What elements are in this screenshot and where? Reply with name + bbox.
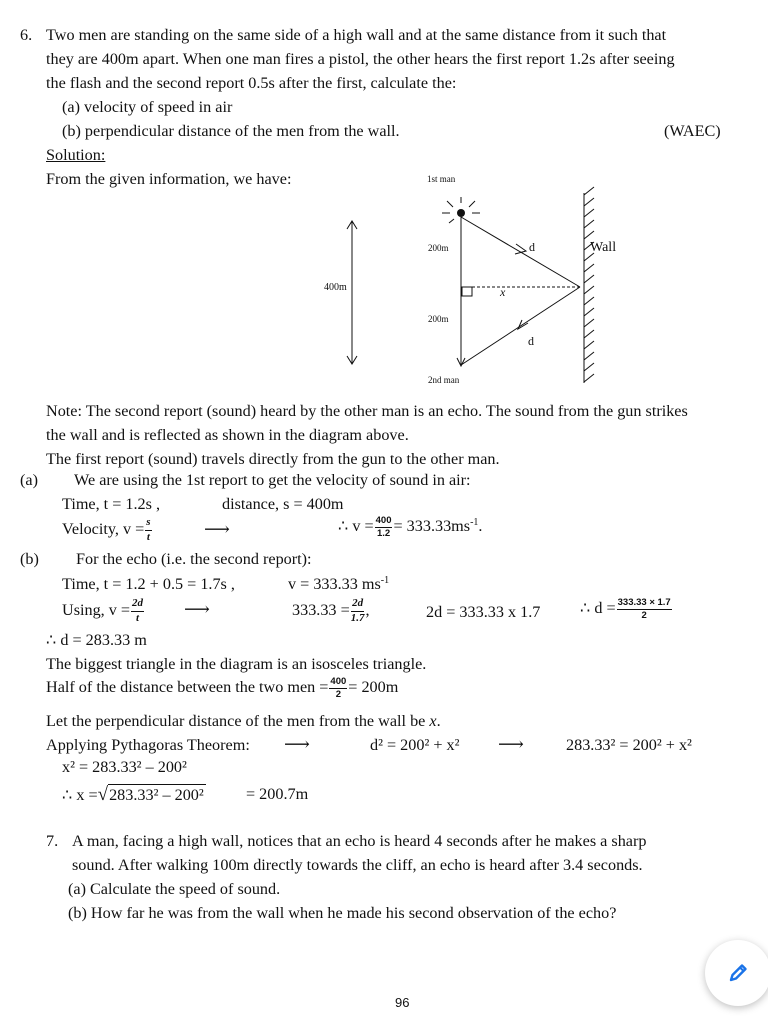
equation-prefix: 333.33 = xyxy=(292,600,350,619)
note-line-1: Note: The second report (sound) heard by the other man is an echo. The sound from the gun strikes xyxy=(46,402,688,420)
part-b-time: Time, t = 1.2 + 0.5 = 1.7s , xyxy=(62,575,235,593)
part-b-two-d: 2d = 333.33 x 1.7 xyxy=(426,603,541,621)
q6-part-b: (b) perpendicular distance of the men from the wall. xyxy=(62,122,400,140)
solution-heading: Solution: xyxy=(46,146,106,164)
part-b-isosceles: The biggest triangle in the diagram is an isosceles triangle. xyxy=(46,655,427,673)
part-a-distance: distance, s = 400m xyxy=(222,495,344,513)
let-x-text: Let the perpendicular distance of the men from the wall be xyxy=(46,712,426,730)
part-b-x-result xyxy=(62,784,206,804)
radicand: 283.33² – 200² xyxy=(109,786,204,804)
wall-hatching xyxy=(584,187,594,382)
part-b-x-value: = 200.7m xyxy=(246,785,309,803)
part-b-using-formula xyxy=(62,598,145,624)
note-line-2: the wall and is reflected as shown in the diagram above. xyxy=(46,426,409,444)
half-prefix: Half of the distance between the two men = xyxy=(46,678,329,697)
label-400m: 400m xyxy=(324,282,347,293)
part-a-velocity-formula xyxy=(62,517,153,543)
fraction-400-over-2: $\frac{400}{2}$ xyxy=(330,676,347,700)
q7-line-1: A man, facing a high wall, notices that an echo is heard 4 seconds after he makes a sharp xyxy=(72,832,647,850)
let-x-end: . xyxy=(436,712,441,730)
q7-line-2: sound. After walking 100m directly towards the cliff, an echo is heard after 3.4 seconds. xyxy=(72,856,643,874)
label-2nd-man: 2nd man xyxy=(428,375,460,385)
velocity-result: = 333.33ms xyxy=(393,517,471,536)
velocity-prefix: Velocity, v = xyxy=(62,519,145,538)
q6-source: (WAEC) xyxy=(664,122,721,140)
q6-part-a: (a) velocity of speed in air xyxy=(62,98,233,116)
part-a-time: Time, t = 1.2s , xyxy=(62,495,161,513)
part-b-velocity xyxy=(288,576,389,592)
part-b-pythagoras-arrow-2: ⟶ xyxy=(498,734,524,754)
part-b-equation xyxy=(292,598,370,624)
q6-number: 6. xyxy=(20,26,33,44)
q7-part-a: (a) Calculate the speed of sound. xyxy=(68,880,281,898)
sqrt-icon: √ xyxy=(97,784,109,805)
label-200m-bottom: 200m xyxy=(428,314,449,324)
q6-line-1: Two men are standing on the same side of a high wall and at the same distance from it such that xyxy=(46,26,667,44)
part-b-let-x xyxy=(46,713,441,729)
label-wall: Wall xyxy=(590,240,617,255)
label-d-top: d xyxy=(529,240,535,254)
x-prefix: ∴ x = xyxy=(62,786,98,804)
fraction-d-calc: $\frac{333.33 \times 1.7}{2}$ xyxy=(617,597,671,621)
q7-part-b: (b) How far he was from the wall when he made his second observation of the echo? xyxy=(68,904,617,922)
part-a-result xyxy=(338,516,482,539)
pistol-flash xyxy=(457,209,465,217)
velocity-value: v = 333.33 ms xyxy=(288,575,381,593)
part-b-x-squared: x² = 283.33² – 200² xyxy=(62,758,187,776)
part-a-arrow: ⟶ xyxy=(204,519,230,539)
q6-line-3: the flash and the second report 0.5s after the first, calculate the: xyxy=(46,74,457,92)
part-b-half-distance xyxy=(46,677,398,700)
half-result: = 200m xyxy=(348,678,399,697)
part-b-arrow: ⟶ xyxy=(184,599,210,619)
part-b-pythagoras-eq-2: 283.33² = 200² + x² xyxy=(566,736,692,754)
therefore-v: ∴ v = xyxy=(338,517,374,536)
fraction-s-over-t: $\frac{s}{t}$ xyxy=(146,516,151,543)
equation-comma: , xyxy=(365,600,370,619)
label-200m-top: 200m xyxy=(428,243,449,253)
velocity-result-sup: -1 xyxy=(470,517,479,529)
part-b-pythagoras-eq-1: d² = 200² + x² xyxy=(370,736,460,754)
part-b-d-fraction xyxy=(580,598,673,621)
part-a-label: (a) xyxy=(20,471,38,489)
edit-button[interactable] xyxy=(705,940,768,1006)
therefore-d: ∴ d = xyxy=(580,599,616,618)
page-number: 96 xyxy=(395,995,410,1010)
solution-intro: From the given information, we have: xyxy=(46,170,292,188)
fraction-400-over-1-2: $\frac{400}{1.2}$ xyxy=(375,515,392,539)
pencil-icon xyxy=(727,962,749,984)
part-b-pythagoras-arrow: ⟶ xyxy=(284,734,310,754)
part-a-line-1: We are using the 1st report to get the velocity of sound in air: xyxy=(74,471,471,489)
fraction-2d-over-1-7: $\frac{2d}{1.7}$ xyxy=(350,597,365,624)
part-b-pythagoras: Applying Pythagoras Theorem: xyxy=(46,736,250,754)
right-angle-marker xyxy=(462,287,472,296)
let-x-var: x xyxy=(429,712,437,730)
part-b-label: (b) xyxy=(20,550,39,568)
part-b-d-result: ∴ d = 283.33 m xyxy=(46,631,147,649)
using-prefix: Using, v = xyxy=(62,600,131,619)
label-1st-man: 1st man xyxy=(427,174,456,184)
label-x: x xyxy=(500,285,506,299)
echo-diagram xyxy=(300,165,640,395)
fraction-2d-over-t: $\frac{2d}{t}$ xyxy=(132,597,144,624)
q6-line-2: they are 400m apart. When one man fires a pistol, the other hears the first report 1.2s after seeing xyxy=(46,50,675,68)
velocity-value-sup: -1 xyxy=(380,575,390,586)
q7-number: 7. xyxy=(46,832,59,850)
part-b-line-1: For the echo (i.e. the second report): xyxy=(76,550,312,568)
velocity-result-end: . xyxy=(478,517,483,536)
label-d-bottom: d xyxy=(528,334,534,348)
note-line-3: The first report (sound) travels directly from the gun to the other man. xyxy=(46,450,500,468)
